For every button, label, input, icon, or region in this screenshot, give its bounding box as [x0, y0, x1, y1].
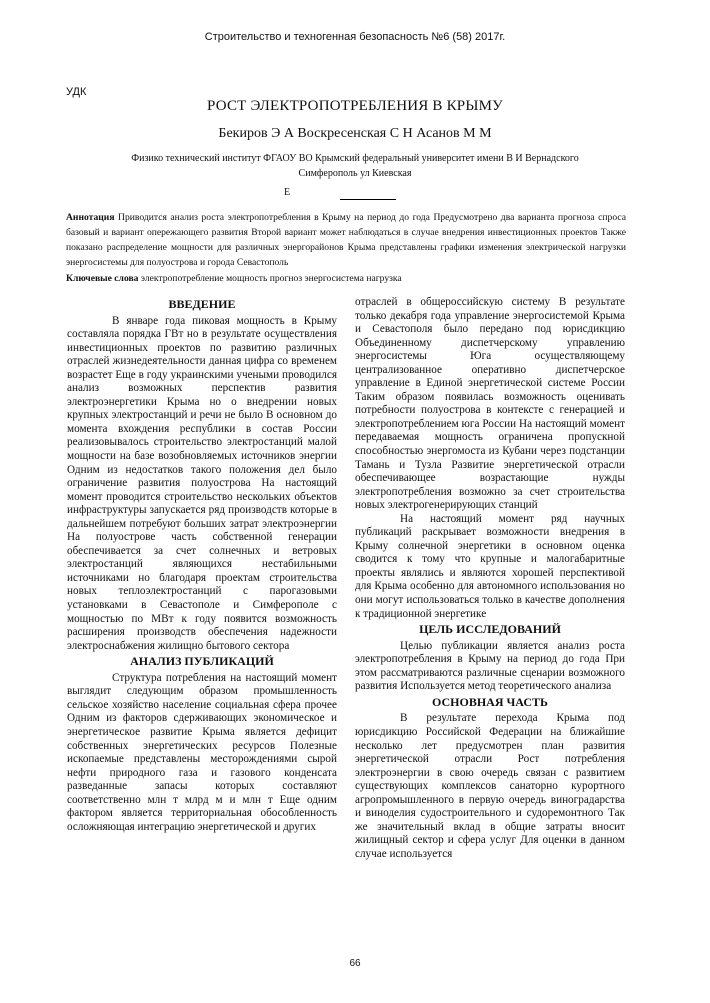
- main-heading: ОСНОВНАЯ ЧАСТЬ: [432, 694, 548, 709]
- udk-label: УДК: [66, 86, 87, 98]
- publications-heading: АНАЛИЗ ПУБЛИКАЦИЙ: [130, 654, 274, 669]
- page-number: 66: [349, 958, 361, 969]
- abstract-text: Приводится анализ роста электропотребления в Крыму на период до года Предусмотрено два варианта прогноза спроса базовый и вариант опережающего развития Второй вариант может наблюдаться в случае внедрения инвестиционных проектов Также показано распределение мощности для различных энергорайонов Крыма представлены графики изменения электрической нагрузки энергосистемы для полуострова и города Севастополь: [66, 212, 626, 268]
- article-title: РОСТ ЭЛЕКТРОПОТРЕБЛЕНИЯ В КРЫМУ: [207, 98, 503, 114]
- journal-header: Строительство и техногенная безопасность №6 (58) 2017г.: [204, 31, 506, 43]
- keywords-text: электропотребление мощность прогноз энергосистема нагрузка: [138, 273, 402, 284]
- abstract: [66, 210, 626, 270]
- left-column: [67, 296, 337, 834]
- publications-paragraph: Структура потребления на настоящий момент выглядит следующим образом промышленность сельское хозяйство население социальная сфера прочее Одним из факторов сдерживающих экономическое и энергетическое развитие Крыма является дефицит собственных энергетических ресурсов Полезные ископаемые представлены месторождениями сырой нефти природного газа и газового конденсата разведанные запасы которых составляют соответственно млн т млрд м и млн т Еще одним фактором является территориальная обособленность осложняющая интеграцию энергетической и других: [67, 671, 337, 833]
- main-paragraph: В результате перехода Крыма под юрисдикцию Российской Федерации на ближайшие несколько лет предусмотрен план развития энергетической отрасли Рост потребления электроэнергии в свою очередь связан с развитием существующих комплексов санаторно курортного агропромышленного в первую очередь виноградарства и виноделия судостроительного и судоремонтного Так же значительный вклад в общие затраты вносит жилищный сектор и сфера услуг Для оценки в данном случае используется: [355, 712, 625, 860]
- affiliation-line-1: Физико технический институт ФГАОУ ВО Крымский федеральный университет имени В И Вернадского: [131, 153, 579, 164]
- continued-paragraph: отраслей в общероссийскую систему В результате только декабря года управление энергосистемой Крыма и Севастополя было передано под юрисдикцию Объединенному диспетчерскому управлению энергосистемы Юга осуществляющему централизованное оперативно диспетчерское управление в Единой энергетической системе России Таким образом появилась возможность оценивать потребности полуострова в контексте с генерацией и электропотреблением юга России На настоящий момент передаваемая мощность ограничена пропускной способностью энергомоста из Кубани через подстанции Тамань и Тузла Развитие энергетической отрасли обеспечивающее возрастающие нужды электропотребления возможно за счет строительства новых электрогенерирующих станций: [355, 296, 625, 512]
- email-label: Е: [284, 187, 291, 198]
- authors-line: Бекиров Э А Воскресенская С Н Асанов М М: [218, 126, 492, 141]
- intro-heading: ВВЕДЕНИЕ: [168, 297, 236, 311]
- affiliation-line-2: Симферополь ул Киевская: [298, 168, 412, 179]
- publications-paragraph-2: На настоящий момент ряд научных публикаций раскрывает возможности внедрения в Крыму солнечной энергетики в основном оценка сводится к тому что крупные и малогабаритные проекты являлись и являются хорошей перспективой для Крыма особенно для автономного использования но они могут использоваться только в качестве дополнения к традиционной энергетике: [355, 512, 625, 620]
- abstract-label: Аннотация: [66, 212, 115, 223]
- right-column: [355, 296, 625, 861]
- intro-paragraph: В январе года пиковая мощность в Крыму составляла порядка ГВт но в результате осуществления инвестиционных проектов по развитию различных отраслей жизнедеятельности данная цифра со временем возрастет Еще в году украинскими учеными проводился анализ возможных перспектив развития электроэнергетики Крыма но о внедрении новых крупных электростанций и речи не было В основном до момента вхождения республики в состав России реализовывалось строительство электростанций малой мощности на базе возобновляемых источников энергии Одним из недостатков такого положения дел было ограничение развития полуострова На настоящий момент проводится строительство нескольких объектов инфраструктуры запускается ряд производств которые в дальнейшем потребуют больших затрат электроэнергии На полуострове часть собственной генерации обеспечивается за счет солнечных и ветровых электростанций являющихся нестабильными источниками но благодаря проектам строительства новых теплоэлектростанций с парогазовыми установками в Севастополе и Симферополе с мощностью по МВт к году появится возможность расширения производств обеспечения надежности электроснабжения жилищно бытового сектора: [67, 314, 337, 652]
- keywords-label: Ключевые слова: [66, 273, 139, 284]
- email-underline: [340, 199, 396, 200]
- aim-heading: ЦЕЛЬ ИССЛЕДОВАНИЙ: [419, 622, 561, 637]
- aim-paragraph: Целью публикации является анализ роста электропотребления в Крыму на период до года При этом рассматриваются различные сценарии возможного развития Используется метод теоретического анализа: [355, 639, 625, 693]
- keywords: [66, 273, 626, 284]
